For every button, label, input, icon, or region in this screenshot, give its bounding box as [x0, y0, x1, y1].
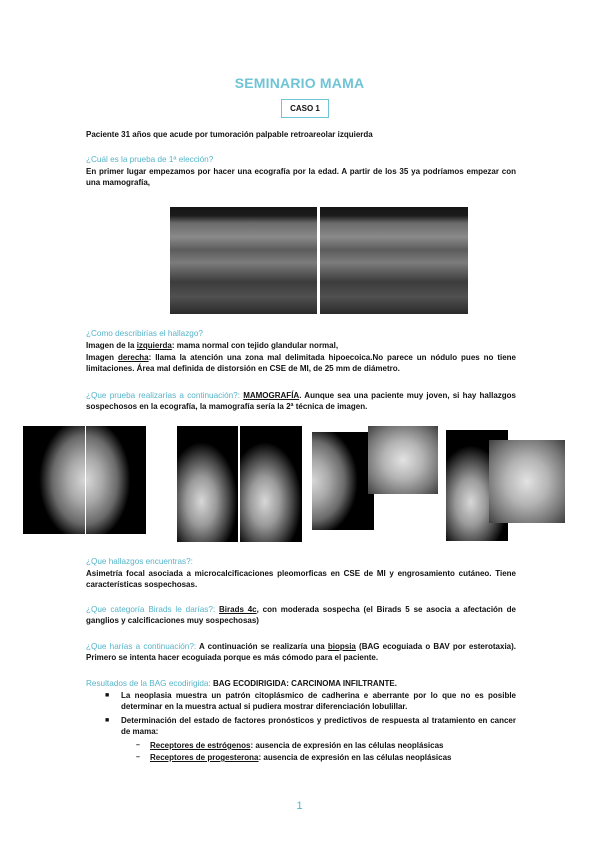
results-sub-2 — [136, 752, 516, 763]
dash-icon: – — [136, 754, 140, 761]
results-sub-1-link: Receptores de estrógenos — [150, 741, 251, 750]
mammo-mlo-zoom-image — [489, 440, 565, 523]
results-bullet-1 — [105, 690, 516, 712]
results-heading — [86, 678, 516, 689]
answer-6-pre: A continuación se realizaría una — [196, 642, 328, 651]
answer-2-left-link: izquierda — [136, 341, 172, 350]
mammo-cc-detail-image — [312, 432, 374, 530]
results-label: Resultados de la BAG ecodirigida: — [86, 679, 211, 688]
answer-3-post: . Aunque sea una paciente muy joven, si hay hallazgos sospechosos en la ecografía, la mamografía sería la 2ª técnica de imagen. — [86, 391, 516, 411]
results-bullet-2-text: Determinación del estado de factores pronósticos y predictivos de respuesta al tratamiento en cancer de mama: — [121, 716, 516, 736]
answer-6-link: biopsia — [327, 642, 356, 651]
mammo-mlo-left-image — [240, 426, 302, 542]
dash-icon: – — [136, 742, 140, 749]
answer-2-line1-post: : mama normal con tejido glandular normal, — [171, 341, 339, 350]
ultrasound-image-left — [170, 207, 317, 314]
answer-2-line1 — [86, 340, 516, 351]
results-value: BAG ECODIRIGIDA: CARCINOMA INFILTRANTE. — [210, 679, 397, 688]
question-5: ¿Que categoría Birads le darías?: — [86, 605, 216, 614]
question-4: ¿Que hallazgos encuentras?: — [86, 557, 193, 566]
question-2: ¿Como describirías el hallazgo? — [86, 329, 203, 338]
mammo-cc-zoom-image — [368, 426, 438, 494]
results-sub-1-text: : ausencia de expresión en las células neoplásicas — [250, 741, 444, 750]
answer-1: En primer lugar empezamos por hacer una ecografía por la edad. A partir de los 35 ya podríamos empezar con una mamografía, — [86, 167, 516, 187]
answer-6 — [86, 641, 516, 663]
mammo-mlo-right-image — [177, 426, 238, 542]
answer-5-link: Birads 4c — [219, 605, 257, 614]
answer-5 — [86, 604, 516, 626]
intro-text: Paciente 31 años que acude por tumoración palpable retroareolar izquierda — [86, 130, 373, 139]
results-bullet-2 — [105, 715, 516, 737]
bullet-icon: ■ — [105, 692, 110, 699]
mammo-cc-left-image — [86, 426, 146, 534]
bullet-icon: ■ — [105, 717, 110, 724]
answer-2-line2 — [86, 352, 516, 374]
results-sub-1 — [136, 740, 516, 751]
results-sub-2-link: Receptores de progesterona — [150, 753, 259, 762]
answer-2-line2-post: : llama la atención una zona mal delimitada hipoecoica.No parece un nódulo pues no tiene limitaciones. Área mal definida de distorsión en CSE de MI, de 25 mm de diámetro. — [86, 353, 517, 373]
ultrasound-image-right — [320, 207, 468, 314]
results-sub-2-text: : ausencia de expresión en las células neoplásicas — [258, 753, 452, 762]
question-3: ¿Que prueba realizarías a continuación?: — [86, 391, 241, 400]
answer-3 — [86, 390, 516, 412]
page-title: SEMINARIO MAMA — [234, 75, 365, 91]
answer-2-line1-pre: Imagen de la — [86, 341, 137, 350]
question-6: ¿Que harías a continuación?: — [86, 642, 197, 651]
answer-4: Asimetría focal asociada a microcalcificaciones pleomorficas en CSE de MI y engrosamiento cutáneo. Tiene características sospechosas. — [86, 569, 516, 589]
answer-5-post: , con moderada sospecha (el Birads 5 se asocia a afectación de ganglios y calcificaciones muy sospechosas) — [86, 605, 516, 625]
mammo-cc-right-image — [23, 426, 85, 534]
answer-2-line2-pre: Imagen — [86, 353, 118, 362]
results-bullet-1-text: La neoplasia muestra un patrón citoplásmico de cadherina e aberrante por lo que no es posible determinar en la muestra actual si pudiera mostrar diferenciación lobulillar. — [121, 691, 516, 711]
answer-3-link: MAMOGRAFÍA — [243, 391, 300, 400]
answer-2-right-link: derecha — [117, 353, 149, 362]
answer-6-post: (BAG ecoguiada o BAV por esterotaxia). Primero se intenta hacer ecoguiada porque es más cómodo para el paciente. — [86, 642, 517, 662]
page-number: 1 — [296, 800, 303, 812]
case-label-box: CASO 1 — [281, 99, 329, 118]
question-1: ¿Cuál es la prueba de 1ª elección? — [86, 155, 214, 164]
